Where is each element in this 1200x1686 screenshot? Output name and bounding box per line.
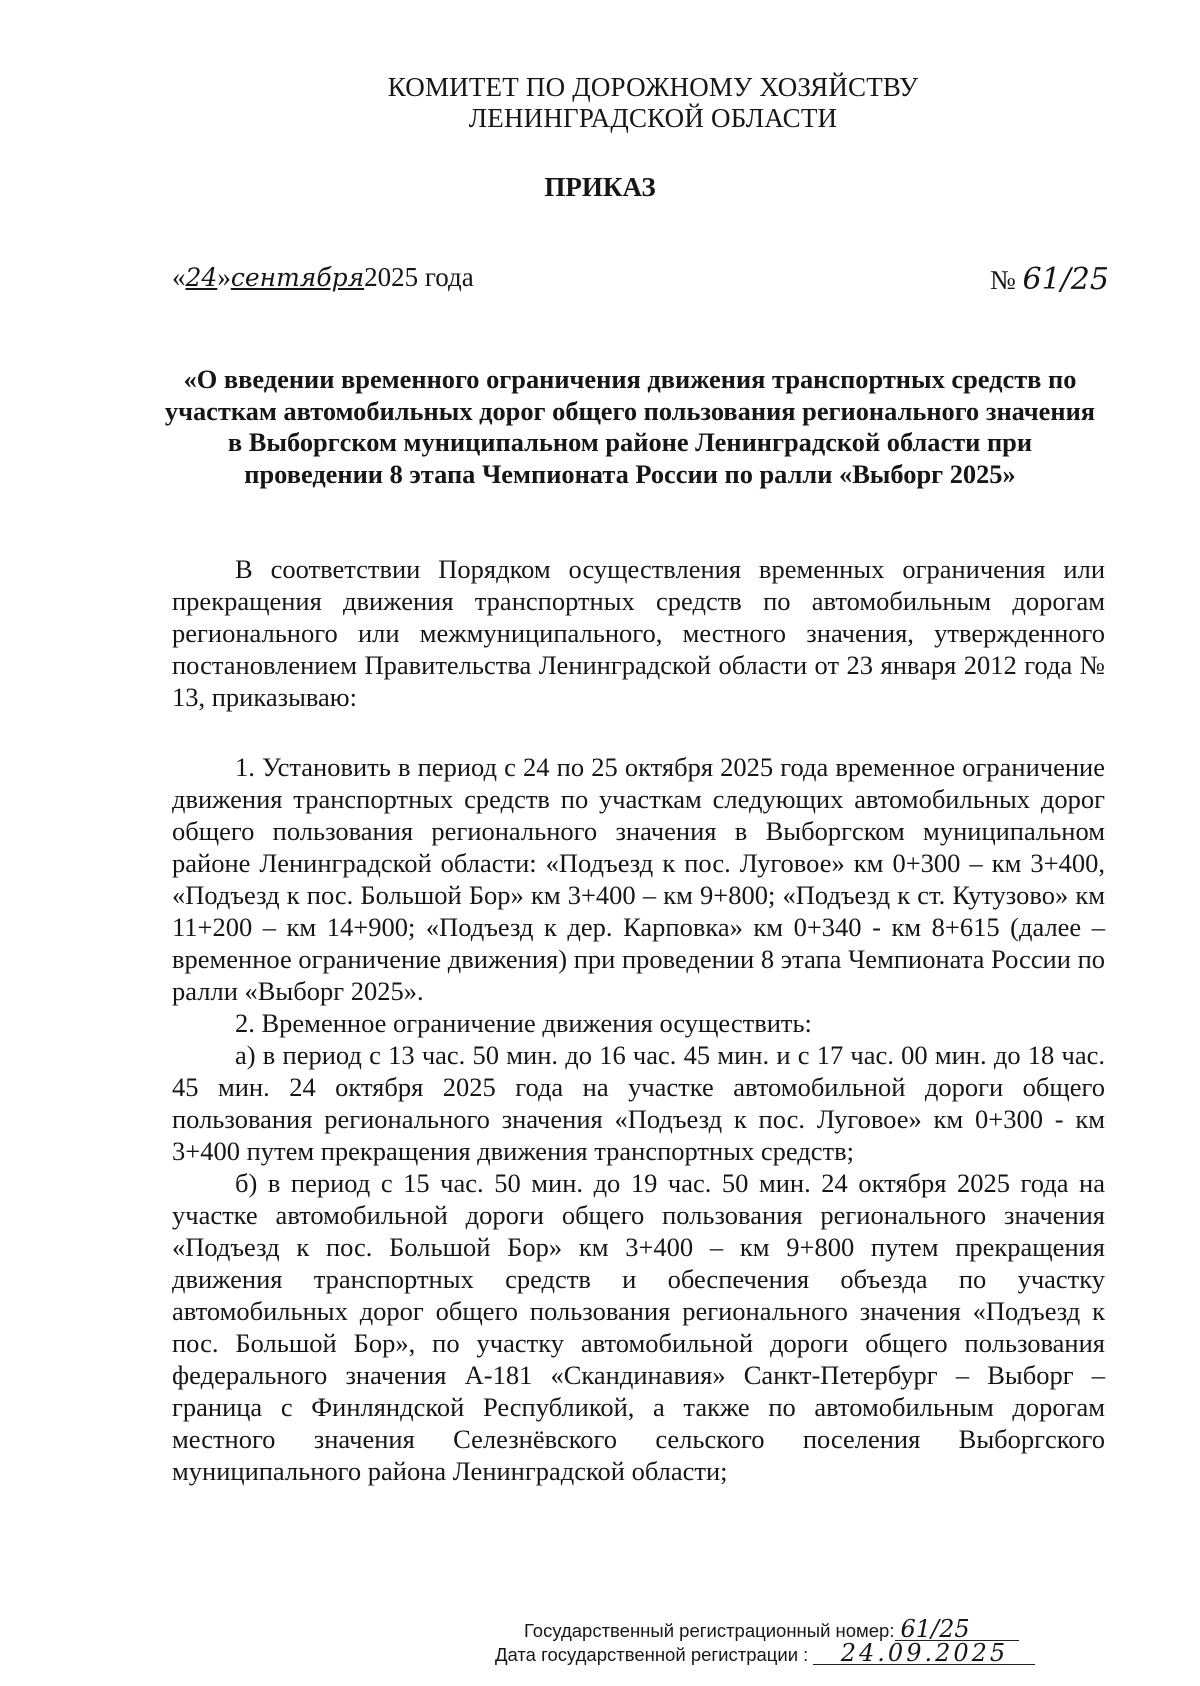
order-points <box>172 751 1105 1487</box>
document-number <box>990 262 1109 297</box>
registration-number-label: Государственный регистрационный номер: <box>524 1620 895 1641</box>
issuer-name-line-1: КОМИТЕТ ПО ДОРОЖНОМУ ХОЗЯЙСТВУ <box>387 72 919 102</box>
document-date <box>172 262 474 293</box>
date-year: 2025 года <box>364 262 474 292</box>
intro-paragraph-block <box>172 553 1105 713</box>
registration-date-value: 24.09.2025 <box>813 1642 1035 1665</box>
date-close-quote: » <box>217 262 231 292</box>
document-type-title: ПРИКАЗ <box>544 172 656 202</box>
order-point-2: 2. Временное ограничение движения осуществить: <box>235 1008 812 1038</box>
order-heading: «О введении временного ограничения движения транспортных средств по участкам автомобильных дорог общего пользования регионального значения в Выборгском муниципальном районе Ленинградской области при проведении 8 этапа Чемпионата России по ралли «Выборг 2025» <box>164 364 1096 489</box>
registration-date-label: Дата государственной регистрации : <box>495 1644 809 1665</box>
date-open-quote: « <box>172 262 186 292</box>
number-prefix: № <box>990 265 1016 295</box>
intro-paragraph: В соответствии Порядком осуществления временных ограничения или прекращения движения транспортных средств по автомобильным дорогам регионального или межмуниципального, местного значения, утвержденного постановлением Правительства Ленинградской области от 23 января 2012 года № 13, приказываю: <box>172 554 1105 712</box>
order-point-1: 1. Установить в период с 24 по 25 октября 2025 года временное ограничение движения транспортных средств по участкам следующих автомобильных дорог общего пользования регионального значения в Выборгском муниципальном районе Ленинградской области: «Подъезд к пос. Луговое» км 0+300 – км 3+400, «Подъезд к пос. Большой Бор» км 3+400 – км 9+800; «Подъезд к ст. Кутузово» км 11+200 – км 14+900; «Подъезд к дер. Карповка» км 0+340 - км 8+615 (далее – временное ограничение движения) при проведении 8 этапа Чемпионата России по ралли «Выборг 2025». <box>172 752 1105 1006</box>
order-point-2a: а) в период с 13 час. 50 мин. до 16 час. 45 мин. и с 17 час. 00 мин. до 18 час. 45 мин. 24 октября 2025 года на участке автомобильной дороги общего пользования регионального значения «Подъезд к пос. Луговое» км 0+300 - км 3+400 путем прекращения движения транспортных средств; <box>172 1040 1105 1166</box>
order-point-2b: б) в период с 15 час. 50 мин. до 19 час. 50 мин. 24 октября 2025 года на участке автомобильной дороги общего пользования регионального значения «Подъезд к пос. Большой Бор» км 3+400 – км 9+800 путем прекращения движения транспортных средств и обеспечения объезда по участку автомобильных дорог общего пользования регионального значения «Подъезд к пос. Большой Бор», по участку автомобильной дороги общего пользования федерального значения А-181 «Скандинавия» Санкт-Петербург – Выборг – граница с Финляндской Республикой, а также по автомобильным дорогам местного значения Селезнёвского сельского поселения Выборгского муниципального района Ленинградской области; <box>172 1168 1105 1486</box>
handwritten-month: сентября <box>230 263 365 292</box>
handwritten-number: 61/25 <box>1022 262 1109 297</box>
registration-date-stamp <box>495 1639 1035 1667</box>
registration-number-value: 61/25 <box>895 1618 1019 1641</box>
issuer-name-line-2: ЛЕНИНГРАДСКОЙ ОБЛАСТИ <box>468 103 838 133</box>
handwritten-day: 24 <box>185 263 218 292</box>
